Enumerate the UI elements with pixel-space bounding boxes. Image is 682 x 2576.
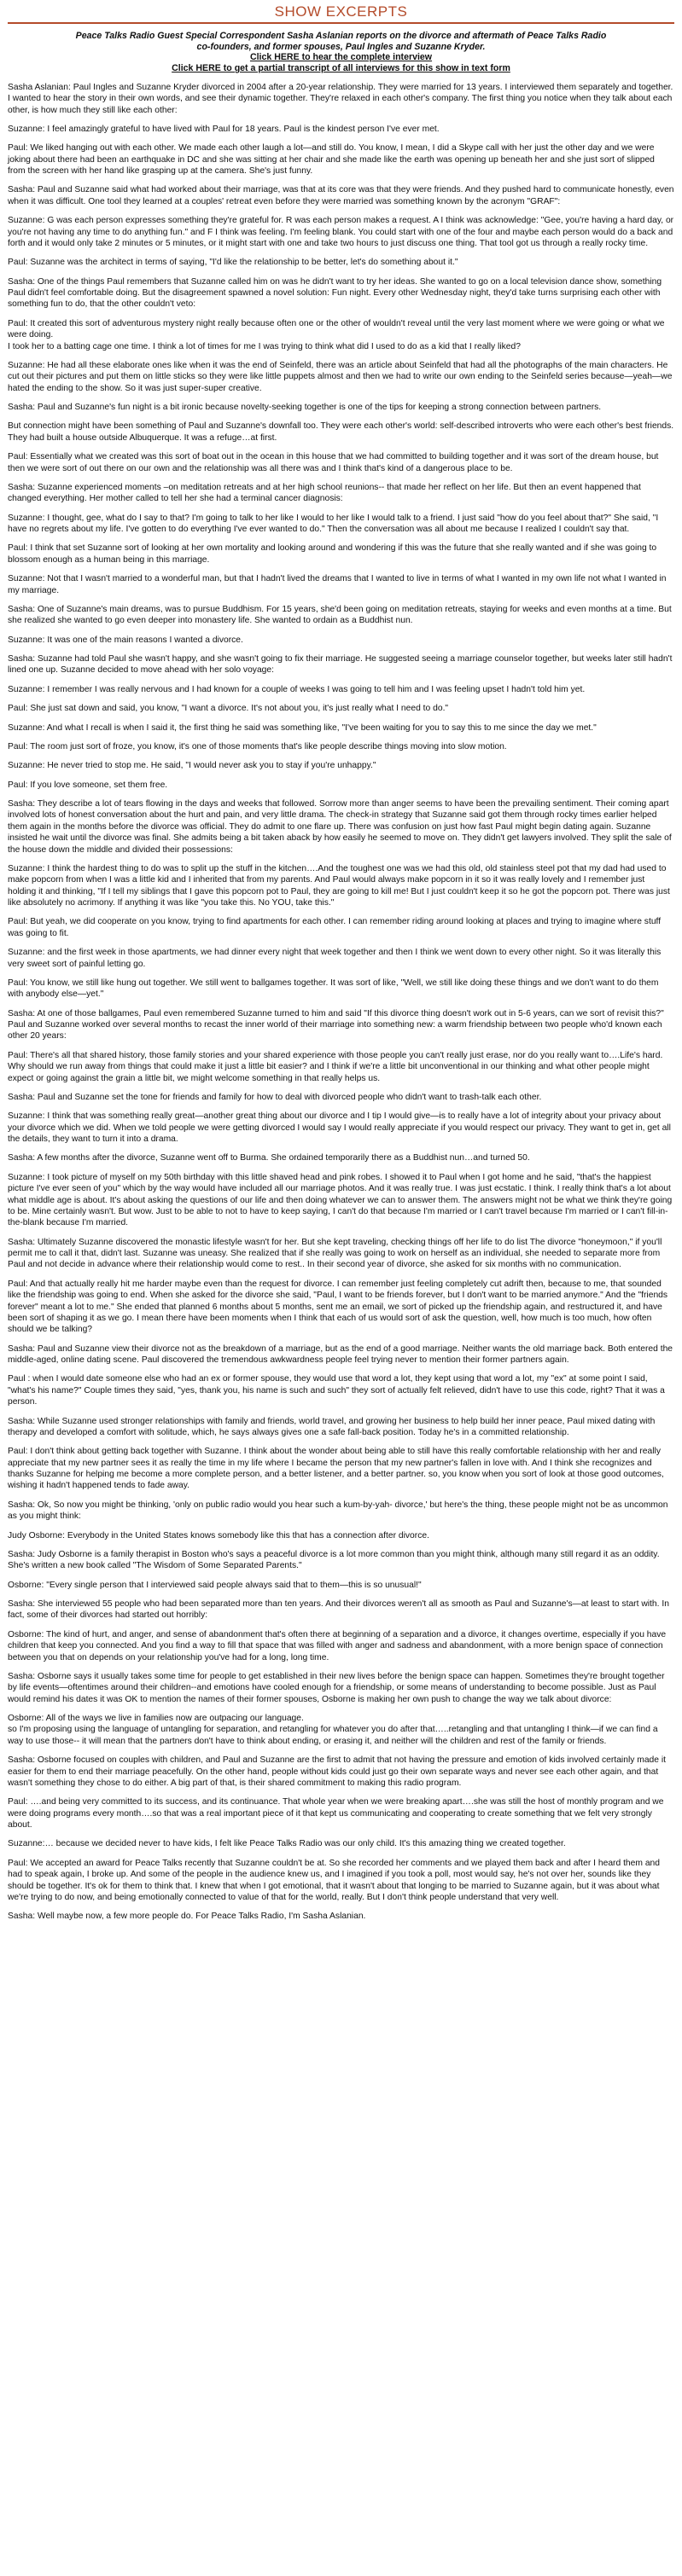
transcript-paragraph: Paul: We accepted an award for Peace Talks recently that Suzanne couldn't be at. So she recorded her comments and we played them back and after I heard them and had to speak again, I broke up. And some of the people in the audience knew us, and I imagined if you took a poll, most would say, he's not over her, sounds like they should be together. It's ok for them to think that. I knew that when I got emotional, that it wasn't about that longing to be married to Suzanne again, but it was about what we're trying to do now, and being emotionally connected to value of that for the world, really. But I don't think people understand that very well. [8,1858,661,1902]
transcript-paragraph: Sasha: One of the things Paul remembers that Suzanne called him on was he didn't want to try her ideas. She wanted to go on a local television dance show, something Paul didn't feel comfortable doing. But the disagreement spawned a novel solution: Fun night. Every other Wednesday night, they'd take turns surprising each other with something fun to do, that the other couldn't veto: [8,276,662,310]
transcript-paragraph: Sasha: Paul and Suzanne view their divorce not as the breakdown of a marriage, but as the end of a good marriage. Neither wants the old marriage back. Both entered the middle-aged, online dating scene. Paul discovered the tremendous awkwardness people feel trying never to mention their former partners again. [8,1343,673,1366]
transcript-paragraph: Sasha: A few months after the divorce, Suzanne went off to Burma. She ordained temporarily there as a Buddhist nun…and turned 50. [8,1153,530,1163]
transcript-paragraph: Paul: We liked hanging out with each other. We made each other laugh a lot—and still do. You know, I mean, I did a Skype call with her just the other day and we were joking about there had been an earthquake in DC and she was sitting at her chair and she made like the earth was opening up beneath her and she just sort of slipped from the screen with her hand like grasping up at the camera. She's just funny. [8,143,655,177]
transcript-paragraph: Sasha: At one of those ballgames, Paul even remembered Suzanne turned to him and said "If this divorce thing doesn't work out in 5-6 years, can we sort of revisit this?" Paul and Suzanne worked over several months to recast the inner world of their marriage into something new: a warm friendship between two people who'd known each other 20 years: [8,1008,664,1041]
intro-block [8,31,674,74]
transcript-paragraph: Suzanne: I thought, gee, what do I say to that? I'm going to talk to her like I would to her like I would talk to a friend. I just said "how do you feel about that?" She said, "I have no regrets about my life. I've gotten to do everything I've ever wanted to do." Then the conversation was all about me because I realized I couldn't say that. [8,513,659,535]
transcript-paragraph: Paul: The room just sort of froze, you know, it's one of those moments that's like people describe things moving into slow motion. [8,741,507,751]
transcript-paragraph: Osborne: All of the ways we live in families now are outpacing our language. so I'm proposing using the language of untangling for separation, and retangling for whatever you do after that…..retangling and that untangling I think—if we can find a way to use those-- it will mean that the partners don't have to think about ending, or erasing it, and neither will the children and rest of the family or friends. [8,1714,658,1746]
transcript-paragraph: Sasha: Ultimately Suzanne discovered the monastic lifestyle wasn't for her. But she kept traveling, checking things off her life to do list The divorce "honeymoon," if you'll permit me to call it that, didn't last. Suzanne was uneasy. She realized that if she really was going to work on herself as an individual, she needed to separate more from Paul and not decide in advance where their relationship would come to rest.. In their second year of divorce, she asked for six months with no communication. [8,1237,662,1270]
transcript-paragraph: Sasha: Paul and Suzanne's fun night is a bit ironic because novelty-seeking together is one of the tips for keeping a strong connection between partners. [8,403,602,413]
transcript-paragraph: Paul: ….and being very committed to its success, and its continuance. That whole year when we were breaking apart….she was still the host of monthly program and we were doing programs every month….so that was a real important piece of it that kept us communicating and cooperating to create something that we felt very strongly about. [8,1797,664,1830]
intro-line-2: co-founders, and former spouses, Paul Ingles and Suzanne Kryder. [196,41,486,52]
page-title: SHOW EXCERPTS [274,3,408,20]
transcript-link[interactable]: Click HERE to get a partial transcript of all interviews for this show in text form [172,63,510,74]
transcript-paragraph: Paul: I don't think about getting back together with Suzanne. I think about the wonder about being able to still have this really comfortable relationship with her and really appreciate that my new partner sees it as really the time in my life where I became the person that my new partner's fallen in love with. And I think she recognizes and thanks Suzanne for helping me become a more complete person, and a better listener, and a better partner. so, you know when you sort of look at those good outcomes, wishing it hadn't happened tends to fade away. [8,1447,664,1491]
transcript-paragraph: Sasha: Paul and Suzanne said what had worked about their marriage, was that at its core was that they were friends. And they pushed hard to communicate honestly, even when it was difficult. One tool they learned at a couples' retreat even before they were married was something known by the acronym "GRAF": [8,185,674,206]
transcript-paragraph: Suzanne: I feel amazingly grateful to have lived with Paul for 18 years. Paul is the kindest person I've ever met. [8,124,440,134]
transcript-paragraph: Suzanne: Not that I wasn't married to a wonderful man, but that I hadn't lived the dreams that I wanted to live in terms of what I wanted in my own life not what I wanted in my marriage. [8,574,667,595]
transcript-paragraph: Sasha: Ok, So now you might be thinking, 'only on public radio would you hear such a kum-by-yah- divorce,' but here's the thing, these people might not be as uncommon as you might think: [8,1500,668,1522]
transcript-paragraph: Paul: Essentially what we created was this sort of boat out in the ocean in this house that we had committed to building together and it was sort of the dream house, but then we were sort of out there on our own and the relationship was all there was and I think that's kind of a dangerous place to be. [8,452,659,473]
transcript-paragraph: Sasha: Judy Osborne is a family therapist in Boston who's says a peaceful divorce is a lot more common than you might think, although many still regard it as an oddity. She's written a new book called "The Wisdom of Some Separated Parents." [8,1549,660,1571]
transcript-paragraph: Sasha: Well maybe now, a few more people do. For Peace Talks Radio, I'm Sasha Aslanian. [8,1912,366,1922]
transcript-paragraph: Sasha: Paul and Suzanne set the tone for friends and family for how to deal with divorced people who didn't want to trash-talk each other. [8,1092,542,1102]
transcript-paragraph: Suzanne: He never tried to stop me. He said, "I would never ask you to stay if you're unhappy." [8,761,376,771]
complete-interview-link[interactable]: Click HERE to hear the complete interview [249,52,433,63]
transcript-paragraph: Suzanne: I think the hardest thing to do was to split up the stuff in the kitchen….And the toughest one was we had this old, old stainless steel pot that my dad had used to make popcorn from when I was a little kid and I inherited that from my parents. And Paul would always make popcorn in it so it was really lovely and I remember just holding it and thinking, "If I tell my siblings that I gave this popcorn pot to Paul, they are going to kill me! But I just couldn't keep it so he got the popcorn pot. There was just like absolutely no acrimony. If anything it was like "you take this. No YOU, take this." [8,863,670,908]
intro-line-1: Peace Talks Radio Guest Special Correspondent Sasha Aslanian reports on the divorce and aftermath of Peace Talks Radio [75,31,607,41]
title-divider [8,22,674,24]
transcript-paragraph: Sasha: Osborne focused on couples with children, and Paul and Suzanne are the first to admit that not having the pressure and emotion of kids involved certainly made it easier for them to end their marriage peacefully. On the other hand, people without kids could just go their own separate ways and never see each other again, and that wasn't something they chose to do either. A big part of that, is their shared commitment to making this radio program. [8,1755,667,1788]
transcript-paragraph: Suzanne: It was one of the main reasons I wanted a divorce. [8,635,243,645]
transcript-paragraph: Suzanne: I took picture of myself on my 50th birthday with this little shaved head and pink robes. I showed it to Paul when I got home and he said, "that's the happiest picture I've ever seen of you" which by the way would have included all our marriage photos. And it was really true. I was just ecstatic. I think. I really think that's a lot about what middle age is about. It's about asking the questions of our life and then doing whatever we can to answer them. The answers might not be what we think they're going to be. Mine certainly wasn't. But wow. Just to be able to not to have to keep saying, I can't do that because I'm married or I can't travel because I'm married or I can't fill-in-the-blank because I'm married. [8,1172,673,1228]
transcript-paragraph: Judy Osborne: Everybody in the United States knows somebody like this that has a connection after divorce. [8,1530,429,1540]
transcript-body [8,82,674,1923]
transcript-paragraph: Osborne: "Every single person that I interviewed said people always said that to them—this is so unusual!" [8,1580,422,1590]
transcript-paragraph: Paul: You know, we still like hung out together. We still went to ballgames together. It was sort of like, "Well, we still like doing these things and we don't want to do them with anybody else—yet." [8,978,659,1000]
transcript-paragraph: Sasha: Suzanne had told Paul she wasn't happy, and she wasn't going to fix their marriage. He suggested seeing a marriage counselor together, but weeks later still hadn't lined one up. Suzanne decided to move ahead with her solo voyage: [8,654,673,676]
transcript-paragraph: Suzanne: I remember I was really nervous and I had known for a couple of weeks I was going to tell him and I was feeling upset I hadn't told him yet. [8,684,586,694]
transcript-paragraph: Osborne: The kind of hurt, and anger, and sense of abandonment that's often there at beginning of a separation and a divorce, it changes overtime, especially if you have children that keep you connected. And you find a way to fill that space that was filled with anger and sadness and abandonment, with a more benign space of connection between you that on depends on your relationship you've had for a long, long time. [8,1629,667,1662]
transcript-paragraph: Paul: But yeah, we did cooperate on you know, trying to find apartments for each other. I can remember riding around looking at places and trying to imagine where stuff was going to fit. [8,917,662,938]
transcript-paragraph: Paul: It created this sort of adventurous mystery night really because often one or the other of wouldn't reveal until the very last moment where we were going or what we were doing. I took her to a batting cage one time. I think a lot of times for me I was trying to think what did I used to do as a kid that I really liked? [8,318,665,351]
transcript-paragraph: Sasha: One of Suzanne's main dreams, was to pursue Buddhism. For 15 years, she'd been going on meditation retreats, staying for weeks and even months at a time. But she realized she wanted to go even deeper into monastery life. She wanted to ordain as a Buddhist nun. [8,604,672,626]
transcript-paragraph: Paul: Suzanne was the architect in terms of saying, "I'd like the relationship to be better, let's do something about it." [8,258,458,268]
transcript-paragraph: Paul: If you love someone, set them free. [8,780,168,790]
transcript-paragraph: But connection might have been something of Paul and Suzanne's downfall too. They were each other's world: self-described introverts who were each other's best friends. They had built a house outside Albuquerque. It was a refuge…at first. [8,421,674,443]
transcript-paragraph: Paul: And that actually really hit me harder maybe even than the request for divorce. I can remember just feeling completely cut adrift then, because to me, that sounded like the friendship was going to end. When she asked for the divorce she said, "Paul, I want to be friends forever, but I don't want to be married anymore." And the "friends forever" meant a lot to me." She ended that planned 6 months about 5 months, sent me an email, we sort of picked up the friendship again, and restructured it, and have been sort of shaping it as we go. I mean there have been moments when I think that each of us would sort of ask the question, well, how much is too much, how often should we be talking? [8,1279,668,1335]
transcript-paragraph: Suzanne: G was each person expresses something they're grateful for. R was each person makes a request. A I think was acknowledge: "Gee, you're having a hard day, or you're not having any time to do anything fun." and F I think was feeling. I'm feeling blank. You could start with one of the four and maybe each person would do a back and forth and it would only take 2 minutes or 5 minutes, or it might start with one and take two hours to just discuss one thing. That tool got us through a really rocky time. [8,216,674,248]
transcript-paragraph: Sasha: Osborne says it usually takes some time for people to get established in their new lives before the benign space can happen. Sometimes they're brought together by life events—oftentimes around their children--and emotions have cooled enough for a friendship, or some means of understanding to become possible. Just as Paul would remind his dates it was OK to mention the names of their former spouses, Osborne is making her own push to change the way we talk about divorce: [8,1671,665,1704]
transcript-paragraph: Suzanne:… because we decided never to have kids, I felt like Peace Talks Radio was our only child. It's this amazing thing we created together. [8,1839,566,1849]
transcript-paragraph: Sasha: Suzanne experienced moments –on meditation retreats and at her high school reunions-- that made her reflect on her life. But then an event happened that changed everything. Her mother called to tell her she had a terminal cancer diagnosis: [8,482,641,504]
transcript-paragraph: Sasha: She interviewed 55 people who had been separated more than ten years. And their divorces weren't all as smooth as Paul and Suzanne's—at least to start with. In fact, some of their divorces had started out horribly: [8,1599,669,1621]
transcript-paragraph: Suzanne: And what I recall is when I said it, the first thing he said was something like, "I've been waiting for you to say this to me since the day we met." [8,722,597,733]
transcript-paragraph: Paul : when I would date someone else who had an ex or former spouse, they would use that word a lot, they kept using that word a lot, my "ex" at some point I said, "what's his name?" Couple times they said, "yes, thank you, his name is such and such" they sort of actually felt relieved, didn't have to use this code, right? That it was a person. [8,1374,665,1407]
transcript-paragraph: Paul: I think that set Suzanne sort of looking at her own mortality and looking around and wondering if this was the future that she really wanted and if she was going to blossom enough as a human being in this marriage. [8,543,657,565]
transcript-paragraph: Paul: She just sat down and said, you know, "I want a divorce. It's not about you, it's just really what I need to do." [8,704,449,714]
transcript-paragraph: Suzanne: I think that was something really great—another great thing about our divorce and I tip I would give—is to really have a lot of integrity about your privacy about your divorce which we did. When we told people we were getting divorced I would say I would really appreciate if you would respect our privacy. They want to get in, get all the details, they want to turn it into a drama. [8,1111,671,1145]
transcript-paragraph: Sasha Aslanian: Paul Ingles and Suzanne Kryder divorced in 2004 after a 20-year relationship. They were married for 13 years. I interviewed them separately and together. I wanted to hear the story in their own words, and see their dynamic together. They're relaxed in each other's company. The first thing you notice when they talk about each other, is how much they still like each other: [8,82,673,115]
transcript-paragraph: Sasha: They describe a lot of tears flowing in the days and weeks that followed. Sorrow more than anger seems to have been the prevailing sentiment. Their coming apart involved lots of honest conversation about the hurt and pain, and very little drama. The check-in strategy that Suzanne said got them through rocky times earlier helped them again in the months before the divorce was official. They do admit to one flare up. There was confusion on just how fast Paul might begin dating again. Suzanne insisted he wait until the divorce was final. She admits being a bit taken aback by how easily he seemed to move on. They didn't get lawyers involved. They split the sale of the house down the middle and divided their possessions: [8,799,672,855]
transcript-paragraph: Suzanne: and the first week in those apartments, we had dinner every night that week together and then I think we went down to every other night. So it was literally this very sweet sort of painful letting go. [8,948,662,969]
transcript-paragraph: Paul: There's all that shared history, those family stories and your shared experience with those people you can't really just erase, nor do you really want to….Life's hard. Why should we run away from things that could make it just a little bit easier? and I think if we're a little bit unconventional in our thinking and what other people might expect or going against the grain a little bit, we might welcome something in that really helps us. [8,1050,663,1083]
transcript-paragraph: Sasha: While Suzanne used stronger relationships with family and friends, world travel, and growing her business to help build her inner peace, Paul mixed dating with therapy and developed a comfort with solitude, which, he says always gives one a safe fall-back position. Today he's in a committed relationship. [8,1416,656,1437]
transcript-paragraph: Suzanne: He had all these elaborate ones like when it was the end of Seinfeld, there was an article about Seinfeld that had all the photographs of the main characters. He cut out their pictures and put them on little sticks so they were like little puppets almost and then we had to write our own ending to the Seinfeld series because—yeah—we hated the ending to the show. So it was just super-super creative. [8,360,673,393]
